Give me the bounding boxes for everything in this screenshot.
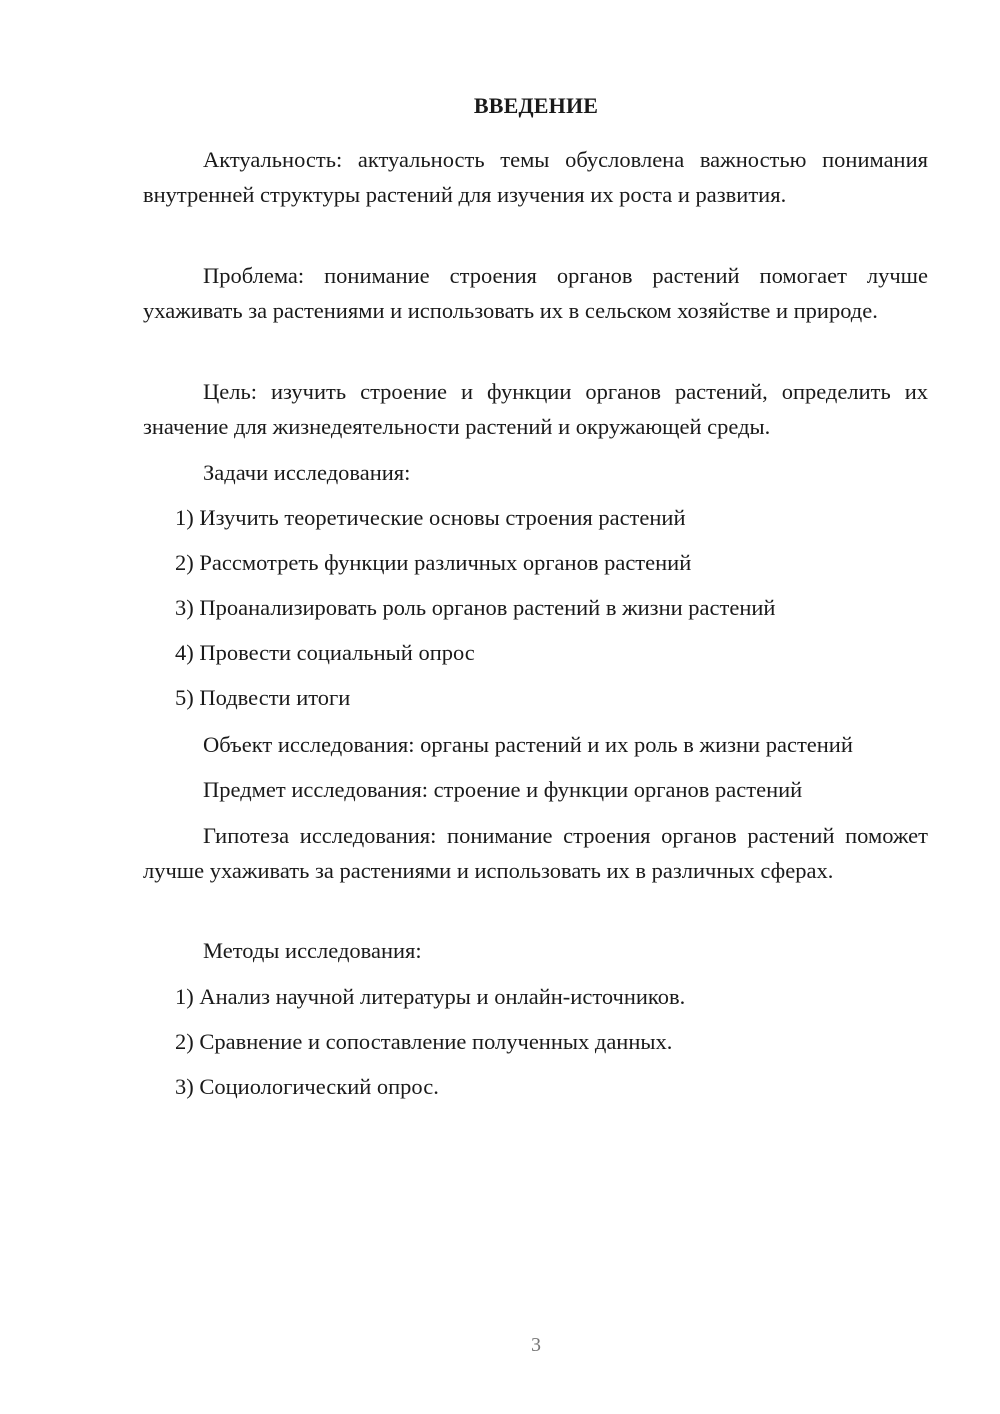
method-item-2 bbox=[143, 1024, 928, 1059]
subject-paragraph bbox=[143, 772, 928, 807]
subject-text: Предмет исследования: строение и функции органов растений bbox=[203, 777, 803, 802]
task-item-2 bbox=[143, 545, 928, 580]
methods-heading-text: Методы исследования: bbox=[203, 938, 422, 963]
relevance-text: Актуальность: актуальность темы обусловлена важностью понимания внутренней структуры растений для изучения их роста и развития. bbox=[143, 147, 928, 207]
object-paragraph bbox=[143, 727, 928, 762]
task-item-text: 3) Проанализировать роль органов растений в жизни растений bbox=[175, 595, 776, 620]
task-item-1 bbox=[143, 500, 928, 535]
task-item-4 bbox=[143, 635, 928, 670]
task-item-text: 4) Провести социальный опрос bbox=[175, 640, 475, 665]
page-title: ВВЕДЕНИЕ bbox=[473, 93, 599, 118]
page-number: 3 bbox=[531, 1334, 541, 1356]
object-text: Объект исследования: органы растений и их роль в жизни растений bbox=[203, 732, 853, 757]
method-item-text: 2) Сравнение и сопоставление полученных данных. bbox=[175, 1029, 673, 1054]
method-item-1 bbox=[143, 979, 928, 1014]
method-item-text: 3) Социологический опрос. bbox=[175, 1074, 439, 1099]
problem-text: Проблема: понимание строения органов растений помогает лучше ухаживать за растениями и использовать их в сельском хозяйстве и природе. bbox=[143, 263, 928, 323]
goal-paragraph bbox=[143, 374, 928, 444]
relevance-paragraph bbox=[143, 142, 928, 212]
methods-heading bbox=[143, 933, 928, 968]
task-item-3 bbox=[143, 590, 928, 625]
method-item-text: 1) Анализ научной литературы и онлайн-источников. bbox=[175, 984, 686, 1009]
problem-paragraph bbox=[143, 258, 928, 328]
hypothesis-paragraph bbox=[143, 818, 928, 888]
goal-text: Цель: изучить строение и функции органов растений, определить их значение для жизнедеятельности растений и окружающей среды. bbox=[143, 379, 928, 439]
hypothesis-text: Гипотеза исследования: понимание строения органов растений поможет лучше ухаживать за растениями и использовать их в различных сферах. bbox=[143, 823, 928, 883]
task-item-text: 2) Рассмотреть функции различных органов растений bbox=[175, 550, 692, 575]
task-item-text: 1) Изучить теоретические основы строения растений bbox=[175, 505, 686, 530]
tasks-heading-text: Задачи исследования: bbox=[203, 460, 411, 485]
tasks-heading bbox=[143, 455, 928, 490]
method-item-3 bbox=[143, 1069, 928, 1104]
task-item-text: 5) Подвести итоги bbox=[175, 685, 351, 710]
task-item-5 bbox=[143, 680, 928, 715]
